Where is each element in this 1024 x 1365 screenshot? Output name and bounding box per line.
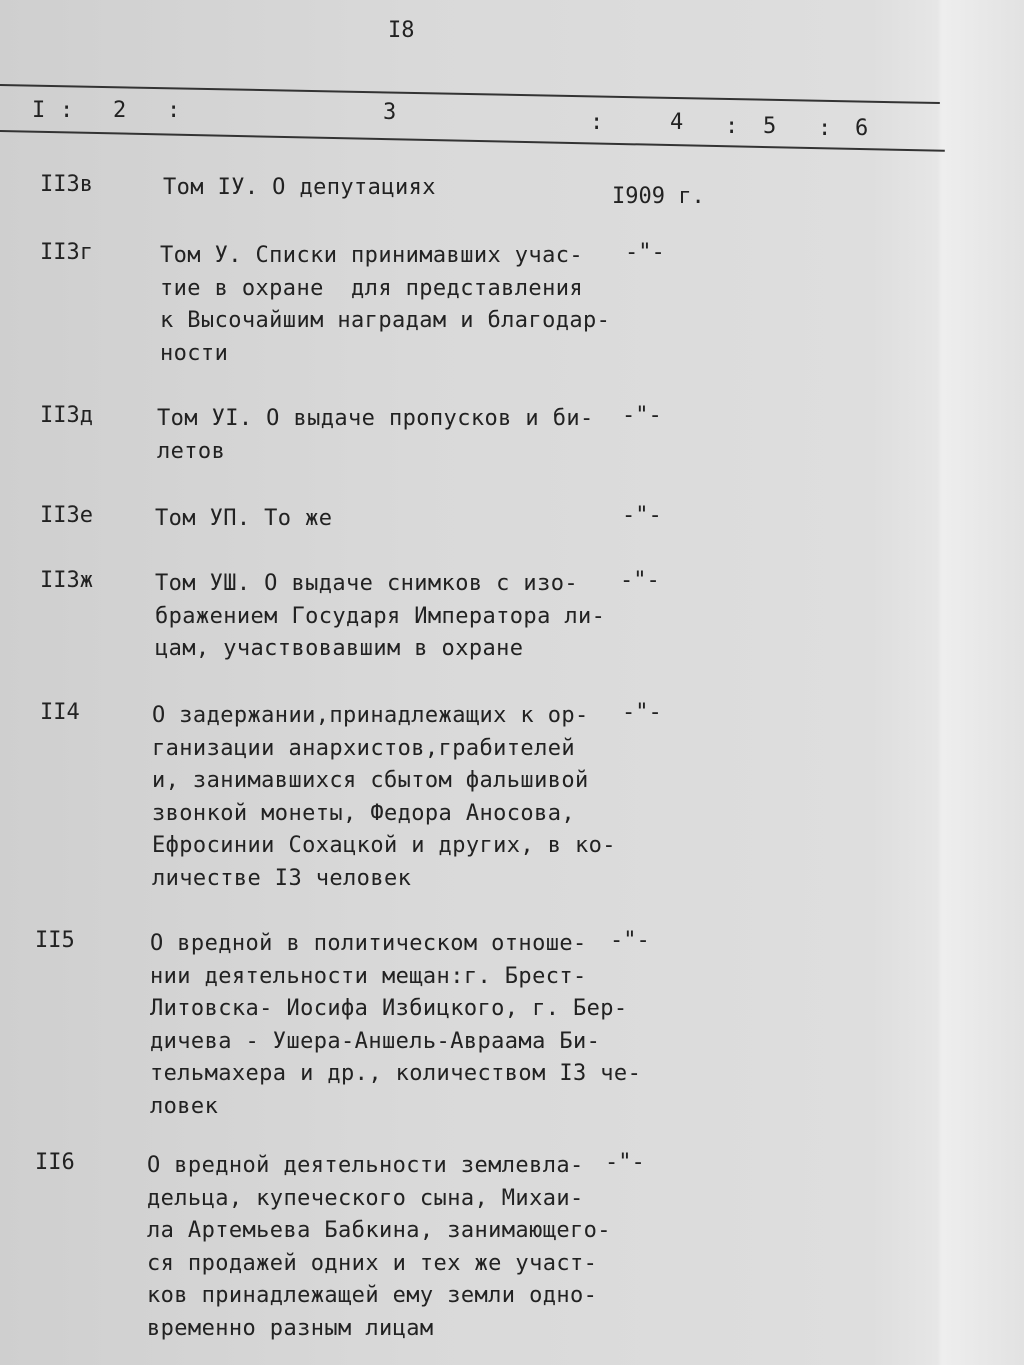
entry-title-line: Том У. Списки принимавших учас- [160,243,583,268]
entry-number: II3д [40,403,93,428]
entry-date: I909 г. [612,184,705,209]
entry-title [155,503,332,536]
entry-title-line: дичева - Ушера-Аншель-Авраама Би- [150,1028,601,1054]
entry-number: II6 [35,1150,75,1175]
entry-title-line: к Высочайшим наградам и благодар- [160,308,611,333]
column-header-1: I [32,98,46,123]
entry-date: -"- [610,928,650,953]
entry-title-line: Том УI. О выдаче пропусков и би- [157,406,594,431]
entry-title-line: О вредной в политическом отноше- [150,931,587,956]
entry-date: -"- [622,700,662,725]
entry-title-line: О вредной деятельности землевла- [147,1153,584,1178]
entry-title-line: Том УП. То же [155,506,333,531]
entry-number: II3г [40,240,93,265]
entry-title-line: бражением Государя Императора ли- [155,603,606,629]
column-header-6: 6 [855,116,869,141]
entry-title [155,568,605,666]
column-header-5: 5 [763,114,777,139]
entry-title-line: ловек [150,1093,219,1119]
entry-title-line: нии деятельности мещан:г. Брест- [150,963,587,989]
entry-date: -"- [625,240,665,265]
entry-title-line: ков принадлежащей ему земли одно- [147,1283,598,1308]
entry-title-line: ла Артемьева Бабкина, занимающего- [147,1218,611,1243]
entry-title [150,928,641,1123]
entry-title [157,403,594,468]
entry-number: II3в [40,172,93,197]
entry-title-line: звонкой монеты, Федора Аносова, [152,800,575,826]
column-header-2: 2 [113,98,127,123]
entry-title-line: О задержании,принадлежащих к ор- [152,703,589,728]
column-header-4: 4 [670,110,684,135]
column-separator: : [725,114,739,139]
entry-date: -"- [605,1150,645,1175]
entry-title-line: временно разным лицам [147,1315,434,1341]
entry-title-line: цам, участвовавшим в охране [155,636,524,661]
page-number: I8 [388,18,415,43]
column-separator: : [167,98,181,123]
entry-title [152,700,616,895]
entry-title-line: тельмахера и др., количеством I3 че- [150,1061,642,1086]
header-bottom-rule [0,130,945,152]
entry-number: II5 [35,928,75,953]
entry-title [147,1150,611,1345]
entry-number: II3е [40,503,93,528]
entry-title-line: летов [157,438,226,464]
header-top-rule [0,84,940,104]
column-header-3: 3 [383,100,397,125]
entry-title-line: ся продажей одних и тех же участ- [147,1250,598,1276]
entry-title [163,172,436,205]
entry-title-line: и, занимавшихся сбытом фальшивой [152,768,589,793]
entry-number: II4 [40,700,80,725]
entry-title-line: Том УШ. О выдаче снимков с изо- [155,571,578,596]
column-separator: : [818,116,832,141]
entry-number: II3ж [40,568,93,593]
column-separator: : [60,98,74,123]
entry-title-line: Ефросинии Сохацкой и других, в ко- [152,833,616,858]
entry-title-line: ганизации анархистов,грабителей [152,735,575,761]
entry-title-line: Литовска- Иосифа Избицкого, г. Бер- [150,996,628,1021]
entry-date: -"- [620,568,660,593]
entry-title-line: личестве I3 человек [152,865,412,891]
entry-title-line: Том IУ. О депутациях [163,175,436,200]
entry-date: -"- [622,403,662,428]
entry-title-line: ности [160,340,229,366]
entry-date: -"- [622,503,662,528]
entry-title-line: тие в охране для представления [160,275,583,301]
entry-title-line: дельца, купеческого сына, Михаи- [147,1185,584,1211]
column-separator: : [590,110,604,135]
entry-title [160,240,610,370]
